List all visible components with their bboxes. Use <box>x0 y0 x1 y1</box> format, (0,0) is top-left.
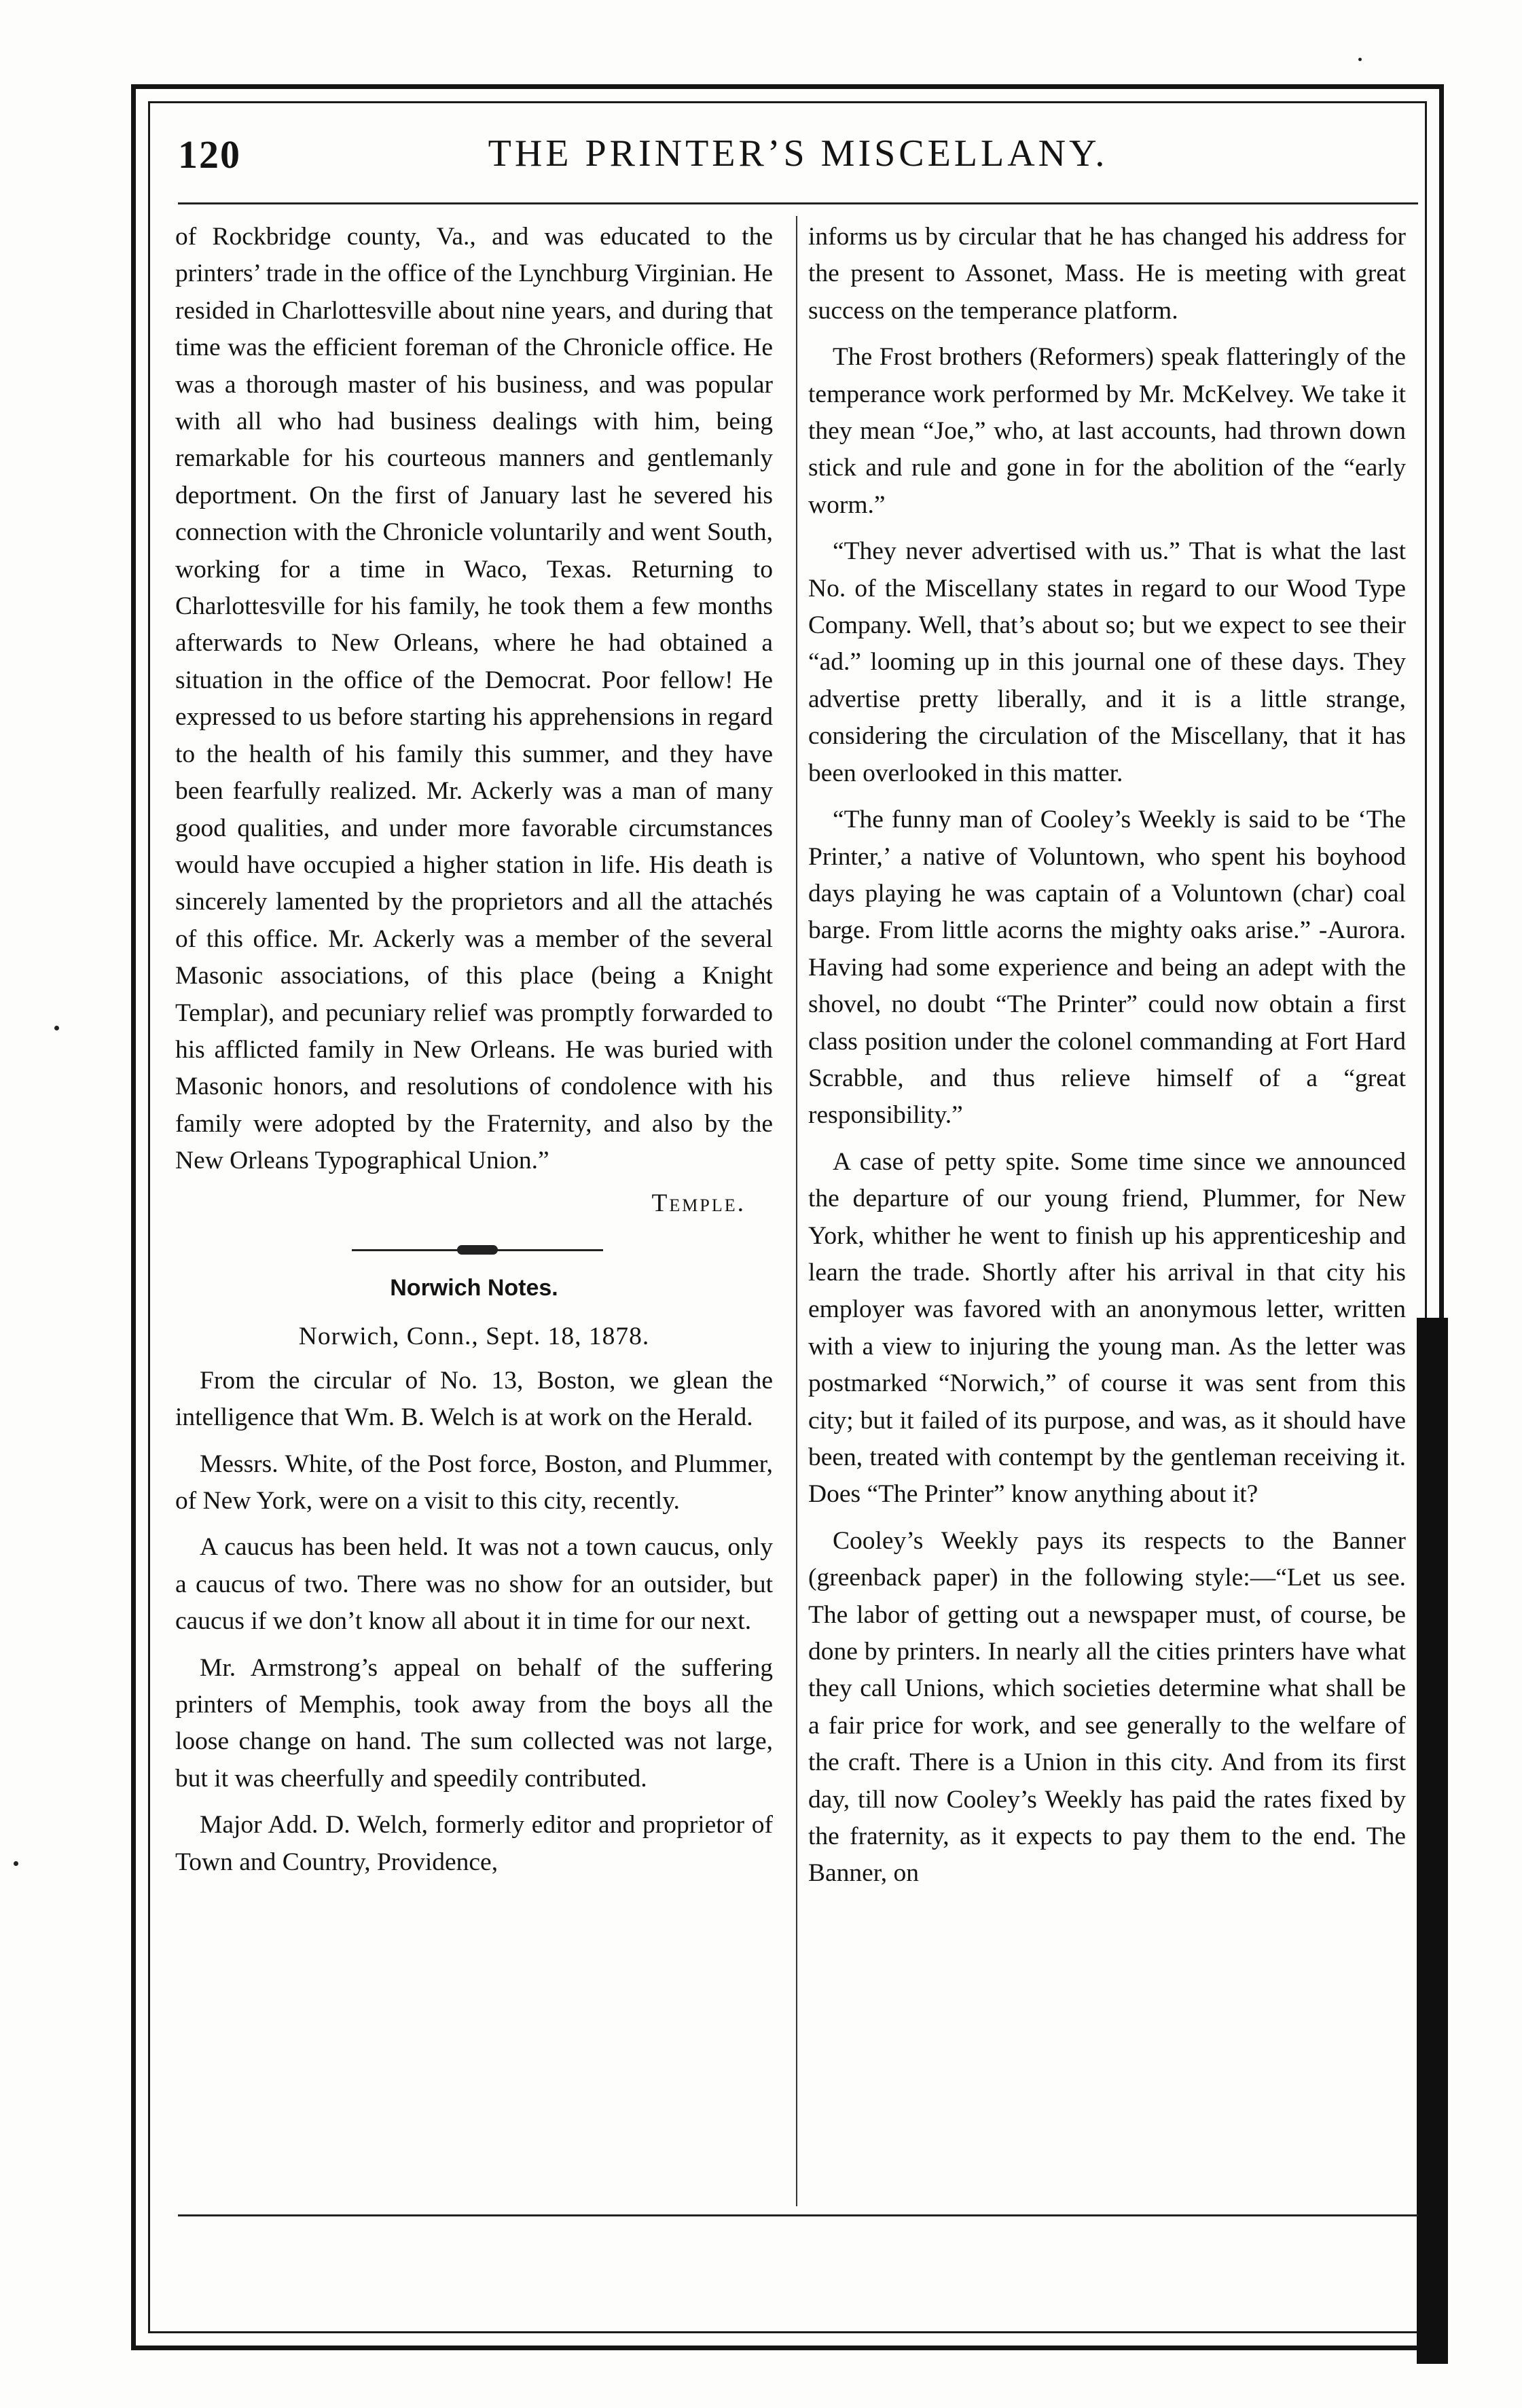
news-paragraph: The Frost brothers (Reformers) speak flatteringly of the temperance work performed by Mr. McKelvey. We take it they mean “Joe,” who, at last accounts, had thrown down stick and rule and gone in for the abolition of the “early worm.” <box>808 343 1406 519</box>
news-paragraph: A case of petty spite. Some time since we announced the departure of our young friend, Plummer, for New York, whither he went to finish up his apprenticeship and learn the trade. Shortly after his arrival in that city his employer was favored with an anonymous letter, written with a view to injuring the young man. As the letter was postmarked “Norwich,” of course it was sent from this city; but it failed of its purpose, and was, as it should have been, treated with contempt by the gentleman receiving it. Does “The Printer” know anything about it? <box>808 1147 1406 1509</box>
section-title: Norwich Notes. <box>390 1274 558 1301</box>
signature: Temple. <box>651 1189 746 1217</box>
news-paragraph: “They never advertised with us.” That is what the last No. of the Miscellany states in regard to our Wood Type Company. Well, that’s about so; but we expect to see their “ad.” looming up in this journal one of these days. They advertise pretty liberally, and it is a little strange, considering the circulation of the Miscellany, that it has been overlooked in this matter. <box>808 537 1406 787</box>
left-column <box>175 219 773 1890</box>
ink-speck <box>14 1861 18 1866</box>
news-paragraph: Messrs. White, of the Post force, Boston, and Plummer, of New York, were on a visit to this city, recently. <box>175 1450 773 1515</box>
page-number: 120 <box>178 132 241 177</box>
news-paragraph: Mr. Armstrong’s appeal on behalf of the suffering printers of Memphis, took away from the boys all the loose change on hand. The sum collected was not large, but it was cheerfully and speedily contributed. <box>175 1653 773 1793</box>
ink-speck <box>54 1026 59 1030</box>
news-paragraph: “The funny man of Cooley’s Weekly is said to be ‘The Printer,’ a native of Voluntown, who spent his boyhood days playing he was captain of a Voluntown (char) coal barge. From little acorns the mighty oaks arise.” -Aurora. Having had some experience and being an adept with the shovel, no doubt “The Printer” could now obtain a first class position under the colonel commanding at Fort Hard Scrabble, and thus relieve himself of a “great responsibility.” <box>808 806 1406 1130</box>
news-paragraph: Cooley’s Weekly pays its respects to the Banner (greenback paper) in the following style:—“Let us see. The labor of getting out a newspaper must, of course, be done by printers. In nearly all the cities printers have what they call Unions, which societies determine what shall be a fair price for work, and see generally to the welfare of the craft. There is a Union in this city. And from its first day, till now Cooley’s Weekly has paid the rates fixed by the fraternity, as it expects to pay them to the end. The Banner, on <box>808 1526 1406 1888</box>
running-title: THE PRINTER’S MISCELLANY. <box>488 132 1108 175</box>
news-paragraph: A caucus has been held. It was not a town caucus, only a caucus of two. There was no show for an outsider, but caucus if we don’t know all about it in time for our next. <box>175 1533 773 1636</box>
news-paragraph: Major Add. D. Welch, formerly editor and proprietor of Town and Country, Providence, <box>175 1811 773 1876</box>
binding-shadow <box>1417 1318 1448 2364</box>
header-rule <box>178 202 1418 204</box>
column-divider <box>796 216 797 2206</box>
dateline: Norwich, Conn., Sept. 18, 1878. <box>298 1323 650 1351</box>
news-paragraph: informs us by circular that he has changed his address for the present to Assonet, Mass. He is meeting with great success on the temperance platform. <box>808 223 1406 325</box>
footer-rule <box>178 2214 1418 2216</box>
right-column <box>808 219 1406 1902</box>
ink-speck <box>1358 58 1362 61</box>
page-header <box>178 126 1418 187</box>
obituary-paragraph: of Rockbridge county, Va., and was educated to the printers’ trade in the office of the Lynchburg Virginian. He resided in Charlottesville about nine years, and during that time was the efficient foreman of the Chronicle office. He was a thorough master of his business, and was popular with all who had business dealings with him, being remarkable for his courteous manners and gentlemanly deportment. On the first of January last he severed his connection with the Chronicle voluntarily and went South, working for a time in Waco, Texas. Returning to Charlottesville for his family, he took them a few months afterwards to New Orleans, where he had obtained a situation in the office of the Democrat. Poor fellow! He expressed to us before starting his apprehensions in regard to the health of his family this summer, and they have been fearfully realized. Mr. Ackerly was a man of many good qualities, and under more favorable circumstances would have occupied a higher station in life. His death is sincerely lamented by the proprietors and all the attachés of this office. Mr. Ackerly was a member of the several Masonic associations, of this place (being a Knight Templar), and pecuniary relief was promptly forwarded to his afflicted family in New Orleans. He was buried with Masonic honors, and resolutions of condolence with his family were adopted by the Fraternity, and also by the New Orleans Typographical Union.” <box>175 223 773 1175</box>
news-paragraph: From the circular of No. 13, Boston, we glean the intelligence that Wm. B. Welch is at work on the Herald. <box>175 1366 773 1432</box>
section-divider-ornament <box>175 1237 773 1264</box>
